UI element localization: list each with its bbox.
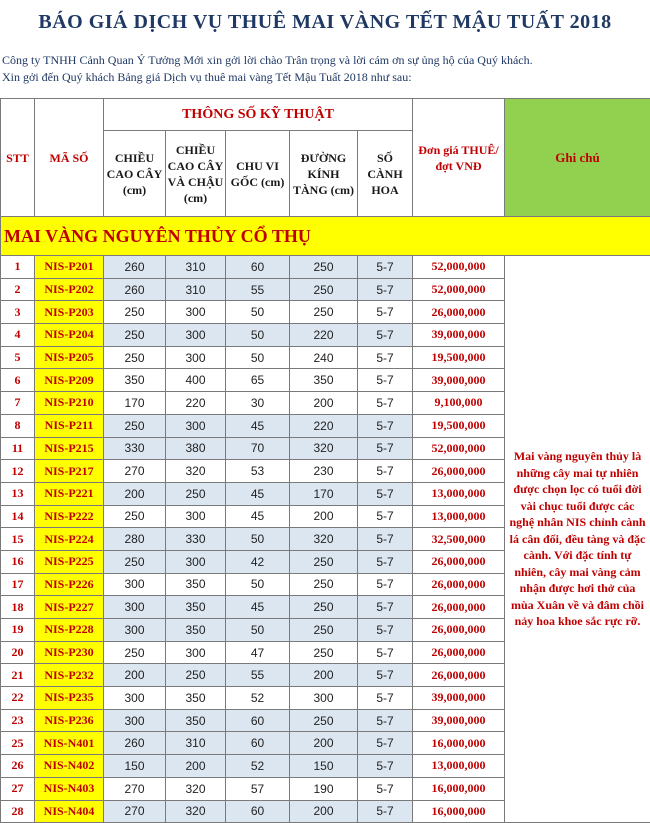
row-code: NIS-P230 bbox=[35, 641, 104, 664]
row-price: 13,000,000 bbox=[413, 755, 505, 778]
row-branches: 5-7 bbox=[358, 414, 413, 437]
row-height-tree: 270 bbox=[104, 800, 166, 823]
row-height-tree: 250 bbox=[104, 346, 166, 369]
row-code: NIS-P232 bbox=[35, 664, 104, 687]
header-notes: Ghi chú bbox=[505, 99, 650, 217]
row-stt: 11 bbox=[1, 437, 35, 460]
row-diameter: 170 bbox=[290, 482, 358, 505]
row-diameter: 250 bbox=[290, 301, 358, 324]
row-branches: 5-7 bbox=[358, 528, 413, 551]
row-diameter: 250 bbox=[290, 619, 358, 642]
row-height-pot: 310 bbox=[166, 256, 226, 279]
row-height-tree: 250 bbox=[104, 301, 166, 324]
row-height-pot: 250 bbox=[166, 664, 226, 687]
row-height-pot: 380 bbox=[166, 437, 226, 460]
row-height-tree: 260 bbox=[104, 278, 166, 301]
row-code: NIS-P217 bbox=[35, 460, 104, 483]
row-stt: 22 bbox=[1, 687, 35, 710]
header-code: MÃ SỐ bbox=[35, 99, 104, 217]
row-height-tree: 200 bbox=[104, 664, 166, 687]
row-price: 13,000,000 bbox=[413, 505, 505, 528]
intro-line-1: Công ty TNHH Cảnh Quan Ý Tưởng Mới xin gởi lời chào Trân trọng và lời cám ơn sự ủng hộ của Quý khách. bbox=[2, 53, 533, 67]
row-trunk: 70 bbox=[226, 437, 290, 460]
row-stt: 20 bbox=[1, 641, 35, 664]
row-height-tree: 150 bbox=[104, 755, 166, 778]
header-branches: SỐ CÀNH HOA bbox=[358, 131, 413, 217]
row-height-tree: 330 bbox=[104, 437, 166, 460]
row-stt: 12 bbox=[1, 460, 35, 483]
row-trunk: 47 bbox=[226, 641, 290, 664]
row-diameter: 250 bbox=[290, 573, 358, 596]
row-height-pot: 310 bbox=[166, 732, 226, 755]
row-diameter: 250 bbox=[290, 709, 358, 732]
row-height-pot: 400 bbox=[166, 369, 226, 392]
row-price: 13,000,000 bbox=[413, 482, 505, 505]
row-trunk: 53 bbox=[226, 460, 290, 483]
row-code: NIS-P204 bbox=[35, 324, 104, 347]
row-height-pot: 300 bbox=[166, 346, 226, 369]
row-height-tree: 300 bbox=[104, 709, 166, 732]
row-stt: 21 bbox=[1, 664, 35, 687]
row-height-pot: 320 bbox=[166, 800, 226, 823]
header-diameter: ĐƯỜNG KÍNH TÀNG (cm) bbox=[290, 131, 358, 217]
row-trunk: 57 bbox=[226, 777, 290, 800]
row-diameter: 200 bbox=[290, 505, 358, 528]
row-diameter: 190 bbox=[290, 777, 358, 800]
row-trunk: 50 bbox=[226, 346, 290, 369]
row-height-pot: 350 bbox=[166, 573, 226, 596]
row-branches: 5-7 bbox=[358, 641, 413, 664]
row-code: NIS-P226 bbox=[35, 573, 104, 596]
row-stt: 15 bbox=[1, 528, 35, 551]
row-branches: 5-7 bbox=[358, 800, 413, 823]
row-height-pot: 300 bbox=[166, 324, 226, 347]
row-diameter: 320 bbox=[290, 437, 358, 460]
row-diameter: 320 bbox=[290, 528, 358, 551]
row-trunk: 60 bbox=[226, 732, 290, 755]
row-branches: 5-7 bbox=[358, 324, 413, 347]
row-price: 39,000,000 bbox=[413, 324, 505, 347]
notes-text: Mai vàng nguyên thủy là những cây mai tự nhiên được chọn lọc có tuổi đời vài chục tuổi được các nghệ nhân NIS chỉnh cành lá cân đối, đều tàng và đặc cành. Với đặc tính tự nhiên, cây mai vàng cảm nhận được hơi thở của mùa Xuân về và đâm chồi nảy hoa khoe sắc rực rỡ. bbox=[505, 256, 650, 823]
row-diameter: 200 bbox=[290, 800, 358, 823]
row-code: NIS-P228 bbox=[35, 619, 104, 642]
section-title: MAI VÀNG NGUYÊN THỦY CỔ THỤ bbox=[1, 217, 650, 256]
row-code: NIS-P235 bbox=[35, 687, 104, 710]
row-height-tree: 170 bbox=[104, 392, 166, 415]
row-trunk: 55 bbox=[226, 664, 290, 687]
row-price: 16,000,000 bbox=[413, 777, 505, 800]
row-code: NIS-P221 bbox=[35, 482, 104, 505]
row-trunk: 45 bbox=[226, 414, 290, 437]
row-stt: 28 bbox=[1, 800, 35, 823]
row-price: 26,000,000 bbox=[413, 619, 505, 642]
row-stt: 14 bbox=[1, 505, 35, 528]
row-code: NIS-P202 bbox=[35, 278, 104, 301]
row-diameter: 200 bbox=[290, 392, 358, 415]
row-height-pot: 330 bbox=[166, 528, 226, 551]
row-trunk: 30 bbox=[226, 392, 290, 415]
row-height-pot: 300 bbox=[166, 301, 226, 324]
row-code: NIS-P203 bbox=[35, 301, 104, 324]
row-height-pot: 350 bbox=[166, 596, 226, 619]
row-height-tree: 250 bbox=[104, 414, 166, 437]
row-stt: 18 bbox=[1, 596, 35, 619]
row-height-tree: 250 bbox=[104, 324, 166, 347]
row-price: 26,000,000 bbox=[413, 641, 505, 664]
row-trunk: 50 bbox=[226, 619, 290, 642]
row-height-tree: 260 bbox=[104, 732, 166, 755]
row-branches: 5-7 bbox=[358, 301, 413, 324]
row-branches: 5-7 bbox=[358, 482, 413, 505]
row-height-tree: 270 bbox=[104, 777, 166, 800]
row-branches: 5-7 bbox=[358, 664, 413, 687]
row-diameter: 150 bbox=[290, 755, 358, 778]
row-stt: 17 bbox=[1, 573, 35, 596]
row-height-tree: 280 bbox=[104, 528, 166, 551]
row-branches: 5-7 bbox=[358, 437, 413, 460]
row-diameter: 350 bbox=[290, 369, 358, 392]
row-trunk: 45 bbox=[226, 505, 290, 528]
row-price: 52,000,000 bbox=[413, 437, 505, 460]
row-branches: 5-7 bbox=[358, 550, 413, 573]
row-price: 19,500,000 bbox=[413, 414, 505, 437]
row-height-pot: 320 bbox=[166, 777, 226, 800]
row-code: NIS-N403 bbox=[35, 777, 104, 800]
row-stt: 8 bbox=[1, 414, 35, 437]
row-diameter: 250 bbox=[290, 550, 358, 573]
row-height-tree: 250 bbox=[104, 550, 166, 573]
row-branches: 5-7 bbox=[358, 346, 413, 369]
intro-text bbox=[2, 52, 647, 86]
row-stt: 16 bbox=[1, 550, 35, 573]
row-code: NIS-P205 bbox=[35, 346, 104, 369]
row-height-pot: 350 bbox=[166, 619, 226, 642]
row-height-pot: 300 bbox=[166, 641, 226, 664]
row-code: NIS-P201 bbox=[35, 256, 104, 279]
row-price: 26,000,000 bbox=[413, 550, 505, 573]
page-title: BÁO GIÁ DỊCH VỤ THUÊ MAI VÀNG TẾT MẬU TUẤT 2018 bbox=[38, 11, 612, 33]
row-diameter: 220 bbox=[290, 414, 358, 437]
row-height-pot: 320 bbox=[166, 460, 226, 483]
row-height-pot: 310 bbox=[166, 278, 226, 301]
row-stt: 23 bbox=[1, 709, 35, 732]
row-height-pot: 250 bbox=[166, 482, 226, 505]
row-diameter: 220 bbox=[290, 324, 358, 347]
row-trunk: 60 bbox=[226, 800, 290, 823]
row-branches: 5-7 bbox=[358, 732, 413, 755]
row-trunk: 50 bbox=[226, 573, 290, 596]
row-stt: 2 bbox=[1, 278, 35, 301]
row-height-pot: 350 bbox=[166, 709, 226, 732]
row-code: NIS-P236 bbox=[35, 709, 104, 732]
row-branches: 5-7 bbox=[358, 460, 413, 483]
header-specs: THÔNG SỐ KỸ THUẬT bbox=[104, 99, 413, 131]
row-branches: 5-7 bbox=[358, 709, 413, 732]
row-diameter: 300 bbox=[290, 687, 358, 710]
row-stt: 25 bbox=[1, 732, 35, 755]
row-diameter: 200 bbox=[290, 664, 358, 687]
row-trunk: 52 bbox=[226, 687, 290, 710]
row-code: NIS-P215 bbox=[35, 437, 104, 460]
row-height-pot: 300 bbox=[166, 414, 226, 437]
row-height-tree: 200 bbox=[104, 482, 166, 505]
row-code: NIS-P210 bbox=[35, 392, 104, 415]
row-branches: 5-7 bbox=[358, 755, 413, 778]
row-code: NIS-N404 bbox=[35, 800, 104, 823]
row-stt: 6 bbox=[1, 369, 35, 392]
row-code: NIS-N401 bbox=[35, 732, 104, 755]
row-height-tree: 250 bbox=[104, 505, 166, 528]
row-price: 26,000,000 bbox=[413, 301, 505, 324]
row-height-pot: 350 bbox=[166, 687, 226, 710]
row-stt: 7 bbox=[1, 392, 35, 415]
row-stt: 5 bbox=[1, 346, 35, 369]
row-trunk: 50 bbox=[226, 324, 290, 347]
row-height-tree: 300 bbox=[104, 619, 166, 642]
row-height-tree: 300 bbox=[104, 687, 166, 710]
row-price: 26,000,000 bbox=[413, 664, 505, 687]
row-code: NIS-N402 bbox=[35, 755, 104, 778]
row-diameter: 250 bbox=[290, 256, 358, 279]
row-branches: 5-7 bbox=[358, 505, 413, 528]
row-price: 26,000,000 bbox=[413, 460, 505, 483]
row-price: 26,000,000 bbox=[413, 596, 505, 619]
row-branches: 5-7 bbox=[358, 392, 413, 415]
row-height-pot: 300 bbox=[166, 550, 226, 573]
row-diameter: 240 bbox=[290, 346, 358, 369]
row-diameter: 200 bbox=[290, 732, 358, 755]
header-height-tree: CHIỀU CAO CÂY (cm) bbox=[104, 131, 166, 217]
row-trunk: 65 bbox=[226, 369, 290, 392]
row-price: 39,000,000 bbox=[413, 369, 505, 392]
row-trunk: 55 bbox=[226, 278, 290, 301]
row-diameter: 230 bbox=[290, 460, 358, 483]
row-height-tree: 270 bbox=[104, 460, 166, 483]
row-trunk: 60 bbox=[226, 256, 290, 279]
row-height-tree: 250 bbox=[104, 641, 166, 664]
row-code: NIS-P224 bbox=[35, 528, 104, 551]
row-trunk: 50 bbox=[226, 301, 290, 324]
row-price: 39,000,000 bbox=[413, 687, 505, 710]
row-trunk: 50 bbox=[226, 528, 290, 551]
row-stt: 13 bbox=[1, 482, 35, 505]
row-diameter: 250 bbox=[290, 278, 358, 301]
row-stt: 1 bbox=[1, 256, 35, 279]
row-trunk: 42 bbox=[226, 550, 290, 573]
row-price: 52,000,000 bbox=[413, 278, 505, 301]
table-row bbox=[1, 256, 650, 279]
row-height-tree: 350 bbox=[104, 369, 166, 392]
row-code: NIS-P225 bbox=[35, 550, 104, 573]
row-stt: 26 bbox=[1, 755, 35, 778]
row-stt: 4 bbox=[1, 324, 35, 347]
row-stt: 27 bbox=[1, 777, 35, 800]
row-diameter: 250 bbox=[290, 596, 358, 619]
header-price: Đơn giá THUÊ/đợt VNĐ bbox=[413, 99, 505, 217]
header-trunk: CHU VI GỐC (cm) bbox=[226, 131, 290, 217]
price-table bbox=[0, 98, 650, 823]
row-code: NIS-P222 bbox=[35, 505, 104, 528]
row-height-tree: 300 bbox=[104, 596, 166, 619]
row-price: 16,000,000 bbox=[413, 732, 505, 755]
row-price: 26,000,000 bbox=[413, 573, 505, 596]
row-branches: 5-7 bbox=[358, 369, 413, 392]
header-stt: STT bbox=[1, 99, 35, 217]
row-height-pot: 200 bbox=[166, 755, 226, 778]
row-height-pot: 300 bbox=[166, 505, 226, 528]
row-branches: 5-7 bbox=[358, 619, 413, 642]
row-price: 16,000,000 bbox=[413, 800, 505, 823]
row-height-tree: 260 bbox=[104, 256, 166, 279]
row-price: 9,100,000 bbox=[413, 392, 505, 415]
row-trunk: 45 bbox=[226, 482, 290, 505]
row-code: NIS-P209 bbox=[35, 369, 104, 392]
row-branches: 5-7 bbox=[358, 573, 413, 596]
row-diameter: 250 bbox=[290, 641, 358, 664]
row-price: 52,000,000 bbox=[413, 256, 505, 279]
row-height-pot: 220 bbox=[166, 392, 226, 415]
row-stt: 19 bbox=[1, 619, 35, 642]
header-height-pot: CHIỀU CAO CÂY VÀ CHẬU (cm) bbox=[166, 131, 226, 217]
row-branches: 5-7 bbox=[358, 278, 413, 301]
row-code: NIS-P211 bbox=[35, 414, 104, 437]
row-stt: 3 bbox=[1, 301, 35, 324]
row-price: 19,500,000 bbox=[413, 346, 505, 369]
row-price: 32,500,000 bbox=[413, 528, 505, 551]
row-trunk: 52 bbox=[226, 755, 290, 778]
row-branches: 5-7 bbox=[358, 687, 413, 710]
row-branches: 5-7 bbox=[358, 777, 413, 800]
row-trunk: 60 bbox=[226, 709, 290, 732]
row-trunk: 45 bbox=[226, 596, 290, 619]
row-branches: 5-7 bbox=[358, 596, 413, 619]
intro-line-2: Xin gởi đến Quý khách Bảng giá Dịch vụ thuê mai vàng Tết Mậu Tuất 2018 như sau: bbox=[2, 70, 412, 84]
row-code: NIS-P227 bbox=[35, 596, 104, 619]
row-price: 39,000,000 bbox=[413, 709, 505, 732]
row-branches: 5-7 bbox=[358, 256, 413, 279]
row-height-tree: 300 bbox=[104, 573, 166, 596]
